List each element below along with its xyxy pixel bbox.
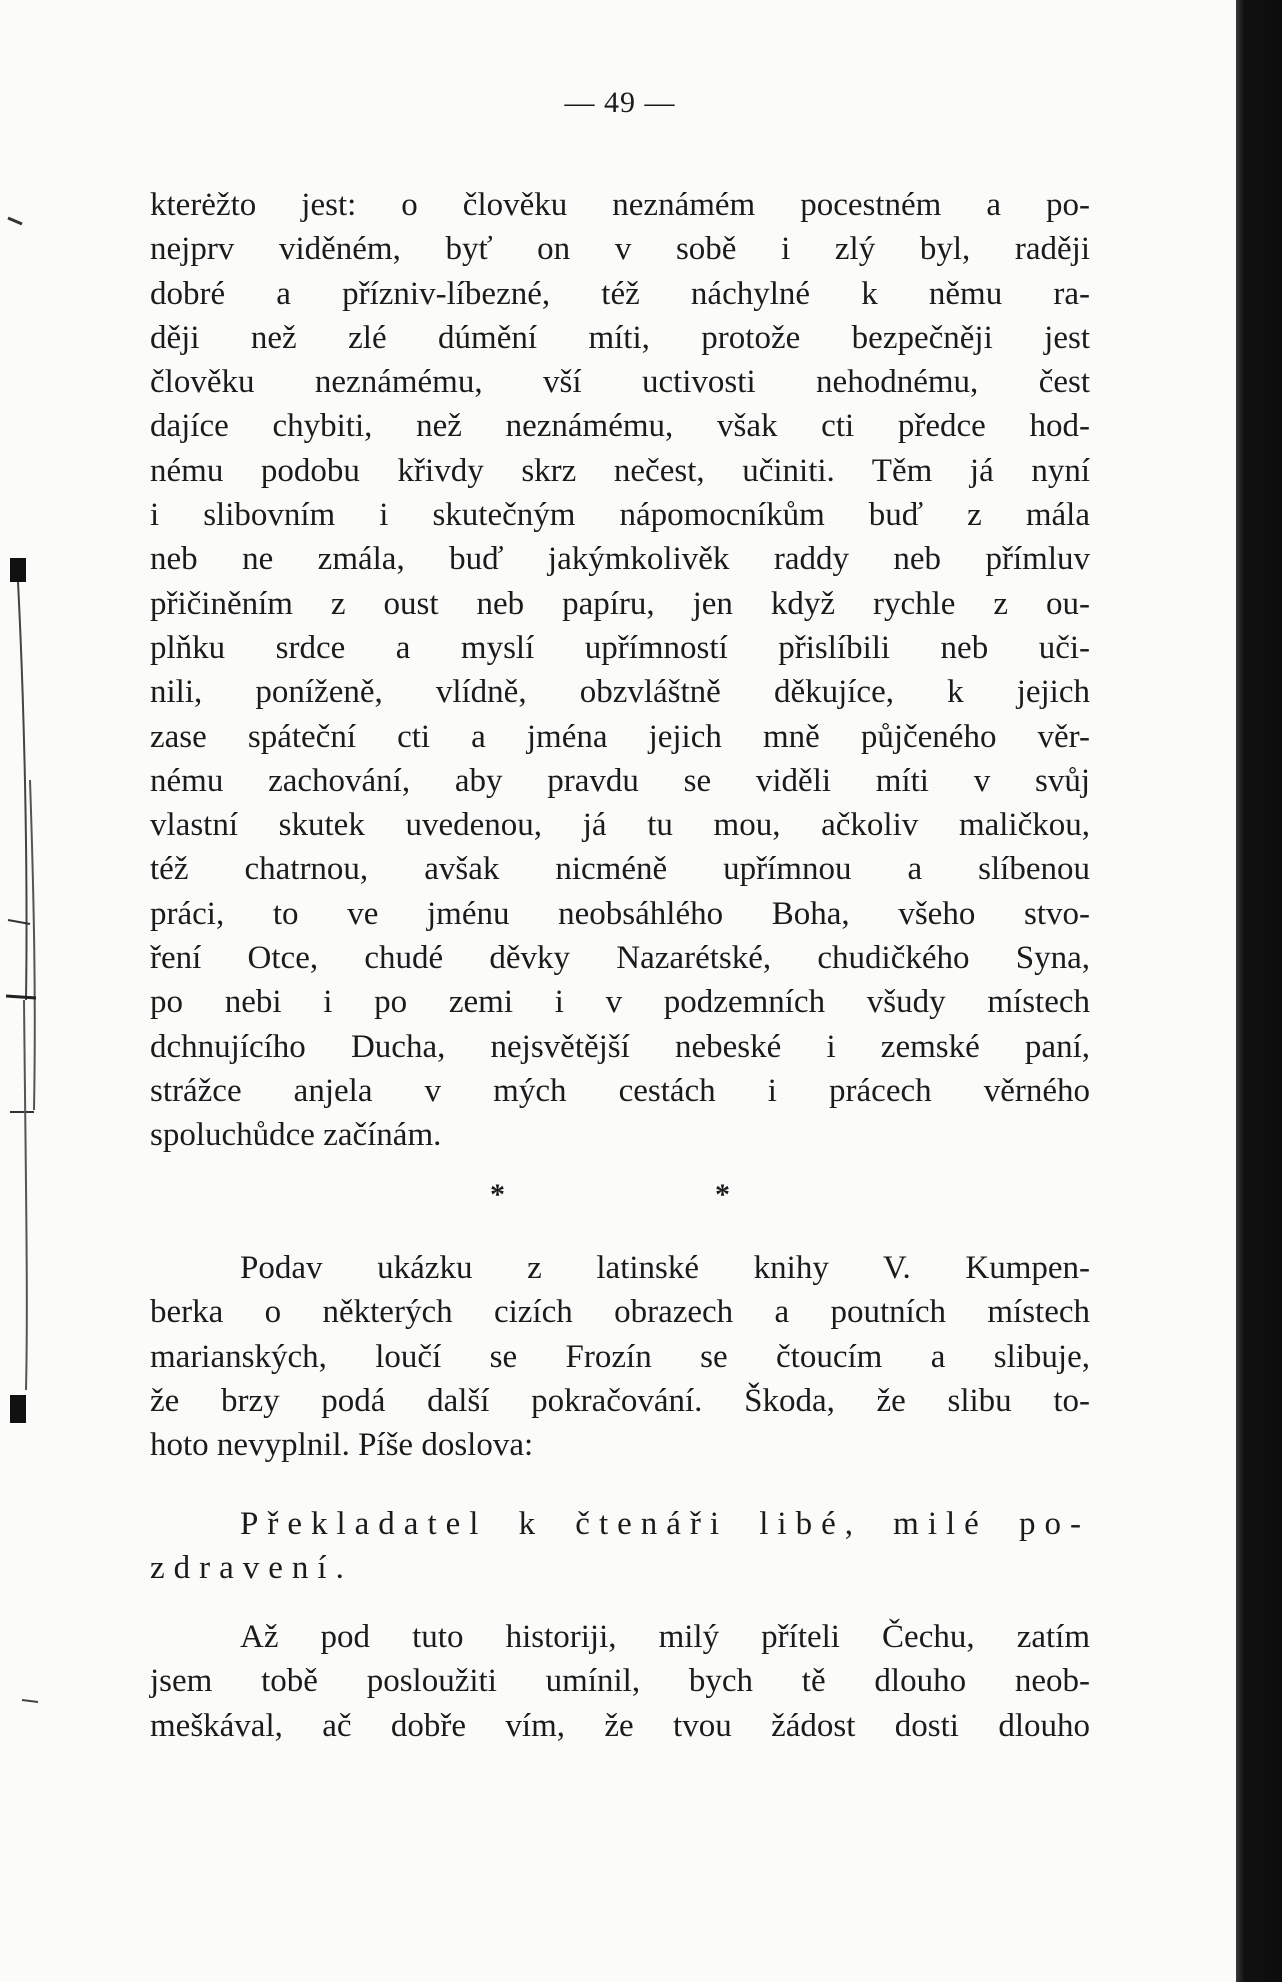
text-line: meškával, ač dobře vím, že tvou žádost dosti dlouho	[150, 1707, 1090, 1744]
text-line: člověku neznámému, vší uctivosti nehodnému, čest	[150, 364, 1090, 401]
text-line: ření Otce, chudé děvky Nazarétské, chudičkého Syna,	[150, 940, 1090, 977]
text-line: ději než zlé dúmění míti, protože bezpečněji jest	[150, 319, 1090, 356]
text-line: zase spáteční cti a jména jejich mně půjčeného věr-	[150, 718, 1090, 755]
paragraph-4	[150, 1615, 1090, 1748]
text-line: marianských, loučí se Frozín se čtoucím a slibuje,	[150, 1338, 1090, 1375]
text-line: po nebi i po zemi i v podzemních všudy místech	[150, 984, 1090, 1021]
asterisk: *	[715, 1178, 730, 1211]
page-number: — 49 —	[564, 86, 676, 119]
text-line: též chatrnou, avšak nicméně upřímnou a slíbenou	[150, 851, 1090, 888]
text-line: berka o některých cizích obrazech a poutních místech	[150, 1294, 1090, 1331]
text-line: strážce anjela v mých cestách i prácech věrného	[150, 1072, 1090, 1109]
page-edge-shadow	[1236, 0, 1282, 1982]
text-line: spoluchůdce začínám.	[150, 1117, 442, 1154]
paragraph-1	[150, 183, 1090, 1158]
text-line: nému podobu křivdy skrz nečest, učiniti. Těm já nyní	[150, 452, 1090, 489]
text-line: přičiněním z oust neb papíru, jen když rychle z ou-	[150, 585, 1090, 622]
binding-stitch-marks	[0, 0, 60, 1982]
text-line: Překladatel k čtenáři libé, milé po-	[240, 1506, 1090, 1542]
paragraph-2	[150, 1246, 1090, 1467]
text-line: jsem tobě posloužiti umínil, bych tě dlouho neob-	[150, 1663, 1090, 1700]
asterisk: *	[490, 1178, 505, 1211]
text-line: plňku srdce a myslí upřímností přislíbili neb uči-	[150, 629, 1090, 666]
text-line: zdravení.	[150, 1550, 353, 1587]
text-line: že brzy podá další pokračování. Škoda, že slibu to-	[150, 1382, 1090, 1419]
text-line: dajíce chybiti, než neznámému, však cti předce hod-	[150, 408, 1090, 445]
text-line: práci, to ve jménu neobsáhlého Boha, všeho stvo-	[150, 895, 1090, 932]
text-line: dchnujícího Ducha, nejsvětější nebeské i zemské paní,	[150, 1028, 1090, 1065]
text-line: nili, poníženě, vlídně, obzvláštně děkujíce, k jejich	[150, 674, 1090, 711]
text-line: nejprv viděném, byť on v sobě i zlý byl, raději	[150, 231, 1090, 268]
heading-paragraph	[150, 1502, 1090, 1591]
text-line: nému zachování, aby pravdu se viděli míti v svůj	[150, 762, 1090, 799]
section-separator	[490, 1178, 730, 1212]
text-line: neb ne zmála, buď jakýmkolivěk raddy neb přímluv	[150, 541, 1090, 578]
text-line: Podav ukázku z latinské knihy V. Kumpen-	[240, 1250, 1090, 1286]
text-line: Až pod tuto historiji, milý příteli Čechu, zatím	[240, 1619, 1090, 1655]
text-line: kterėžto jest: o člověku neznámém pocestném a po-	[150, 187, 1090, 223]
text-line: i slibovním i skutečným nápomocníkům buď z mála	[150, 497, 1090, 534]
text-line: dobré a přízniv-líbezné, též náchylné k němu ra-	[150, 275, 1090, 312]
text-line: hoto nevyplnil. Píše doslova:	[150, 1427, 534, 1464]
text-line: vlastní skutek uvedenou, já tu mou, ačkoliv maličkou,	[150, 807, 1090, 844]
